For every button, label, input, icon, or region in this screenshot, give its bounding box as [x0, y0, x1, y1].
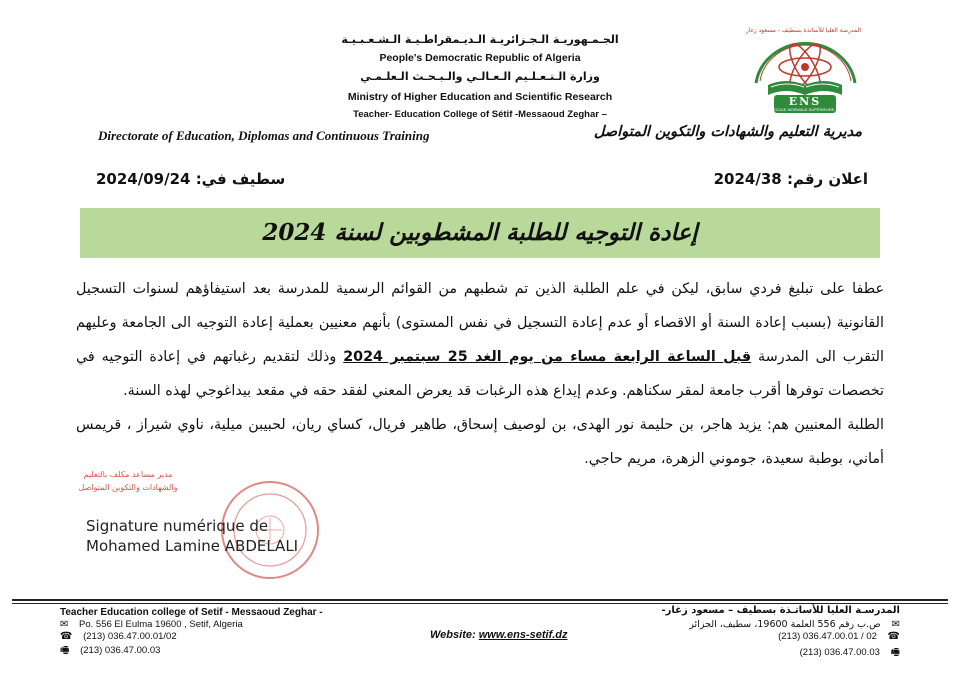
website	[430, 629, 568, 641]
footer-address-en-text: Po. 556 El Eulma 19600 , Setif, Algeria	[79, 619, 243, 630]
footer-fax-ar	[800, 645, 900, 662]
fax-icon: 🖷	[60, 645, 70, 656]
website-label: Website:	[430, 629, 476, 641]
logo-subtext: ÉCOLE NORMALE SUPÉRIEURE - SÉTIF	[772, 107, 837, 117]
logo-ring-text: المدرسة العليا للأساتذة بسطيف - مسعود زغار	[745, 27, 861, 34]
announcement-number-label: اعلان رقم:	[786, 170, 868, 188]
announcement-number-value: 2024/38	[713, 170, 782, 188]
announcement-body	[76, 272, 884, 476]
ministry-en: Ministry of Higher Education and Scientific Research	[347, 91, 613, 103]
stamp-line-2: والشهادات والتكوين المتواصل	[78, 483, 178, 492]
announcement-date-value: 2024/09/24	[96, 170, 191, 188]
announcement-date	[96, 170, 285, 188]
footer-tel-ar-text: (213) 036.47.00.01 / 02	[778, 631, 877, 642]
director-stamp	[66, 468, 190, 512]
phone-icon: ☎	[60, 631, 73, 642]
mail-icon: ✉	[891, 619, 900, 630]
footer-address-ar-text: ص.ب رقم 556 العلمة 19600، سطيف، الجزائر	[689, 619, 881, 630]
students-list: الطلبة المعنيين هم: يزيد هاجر، بن حليمة نور الهدى، بن لوصيف إسحاق، طاهير فريال، كساي ريان، لحبيبن ميلية، ناوي شيراز ، قريمس أماني، بوطبة سعيدة، جوموني الزهرة، مريم حاجي.	[76, 417, 884, 467]
footer-address-ar	[689, 619, 900, 630]
digital-signature	[86, 516, 298, 556]
logo-ens-text: ENS	[788, 95, 822, 108]
footer-tel-en-text: (213) 036.47.00.01/02	[83, 631, 177, 642]
fax-icon: 🖷	[890, 647, 900, 658]
school-logo	[738, 25, 873, 117]
footer-rule-thin	[12, 603, 948, 604]
footer-rule	[12, 599, 948, 601]
footer-fax-en-text: (213) 036.47.00.03	[80, 645, 161, 656]
body-part2: وذلك لتقديم رغباتهم في إعادة التوجيه في تخصصات توفرها أقرب جامعة لمقر سكناهم. وعدم إيداع هذه الرغبات قد يعرض المعني لفقد حقه في مقعد بيداغوجي لهذه السنة.	[76, 349, 884, 399]
announcement-date-label: سطيف في:	[195, 170, 286, 188]
footer-college-ar: المدرسـة العليا للأساتـذة بسطيف – مسعود زغار-	[661, 605, 900, 616]
signature-line-2: Mohamed Lamine ABDELALI	[86, 537, 299, 555]
footer-address-en	[60, 619, 243, 630]
footer-tel-en	[60, 631, 177, 642]
signature-line-1: Signature numérique de	[86, 517, 269, 535]
mail-icon: ✉	[60, 619, 69, 630]
stamp-line-1: مدير مساعد مكلف بالتعليم	[83, 470, 173, 479]
directorate-en: Directorate of Education, Diplomas and Continuous Training	[98, 128, 430, 143]
footer-fax-en	[60, 643, 160, 660]
website-link[interactable]: www.ens-setif.dz	[478, 629, 568, 641]
body-paragraph	[76, 272, 884, 408]
document-title: إعادة التوجيه للطلبة المشطوبين لسنة 2024	[262, 219, 698, 246]
republic-en: People's Democratic Republic of Algeria	[379, 52, 581, 64]
footer-tel-ar	[778, 631, 900, 642]
republic-ar: الجـمـهوريـة الـجـزائريـة الـديـمقراطـيـة الـشـعـبـيـة	[341, 33, 619, 46]
announcement-number	[714, 170, 868, 188]
ministry-ar: وزارة الـتـعـلـيم الـعـالـي والـبـحـث الـعلـمـي	[360, 70, 600, 83]
college-en: Teacher- Education College of Sétif -Messaoud Zeghar –	[353, 109, 607, 120]
phone-icon: ☎	[887, 631, 900, 642]
footer-fax-ar-text: (213) 036.47.00.03	[799, 647, 880, 658]
deadline-highlight: قبل الساعة الرابعة مساء من يوم الغد 25 سبتمبر 2024	[343, 349, 752, 365]
body-part1: عطفا على تبليغ فردي سابق، ليكن في علم الطلبة الذين تم شطبهم من القوائم الرسمية للمدرسة بعد استيفاؤهم لسنوات التسجيل القانونية (بسبب إعادة السنة أو الاقصاء أو عدم إعادة التسجيل في نفس المستوى) بأنهم معنيين بعملية إعادة التوجيه الى الجامعة وعليهم التقرب الى المدرسة	[76, 281, 884, 365]
directorate-ar: مديرية التعليم والشهادات والتكوين المتواصل	[593, 123, 862, 140]
footer-college-en: Teacher Education college of Setif - Messaoud Zeghar -	[60, 607, 323, 618]
